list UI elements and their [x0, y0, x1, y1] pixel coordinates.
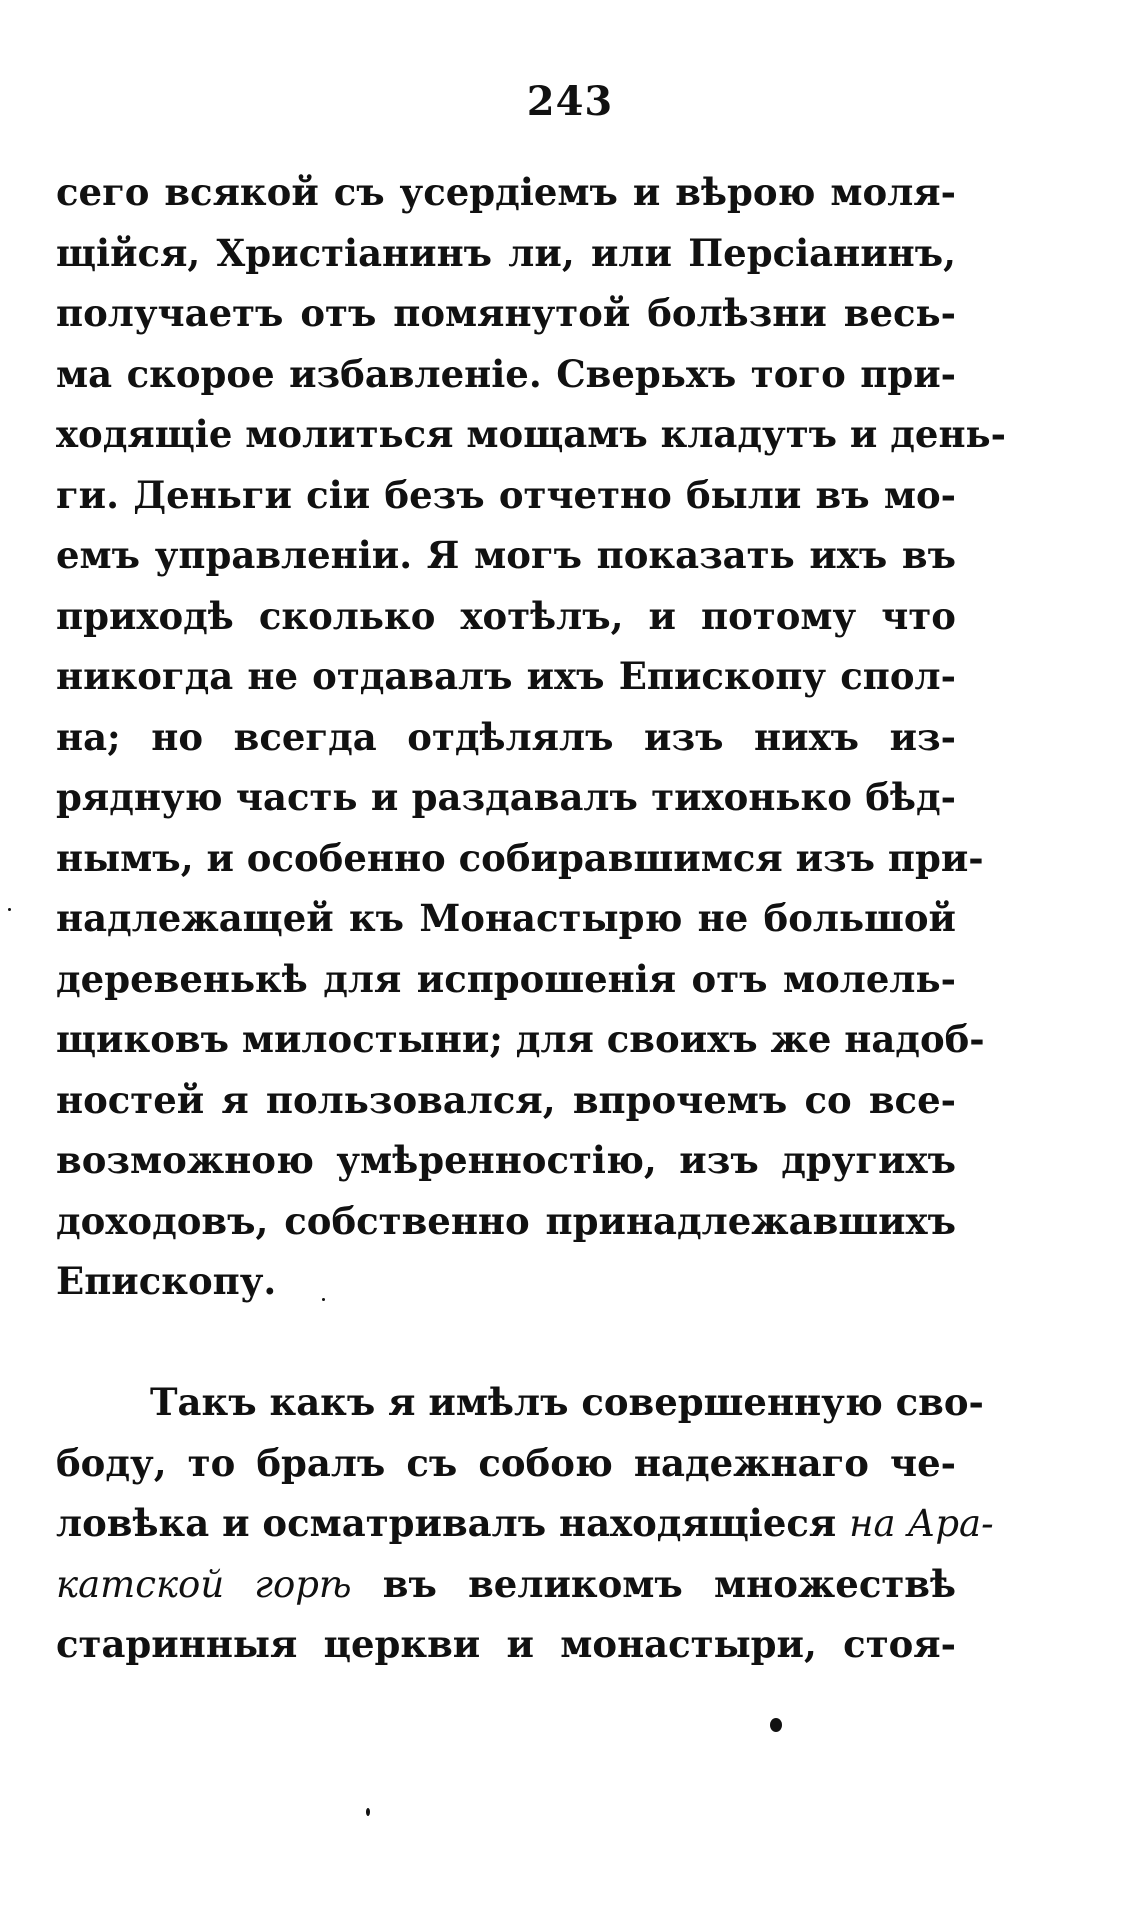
text-line: емъ управленіи. Я могъ показать ихъ въ — [56, 533, 956, 577]
ink-speck — [8, 908, 11, 911]
text-line: нымъ, и особенно собиравшимся изъ при- — [56, 835, 984, 880]
text-line: щиковъ милостыни; для своихъ же надоб- — [56, 1017, 985, 1061]
text-segment: ловѣка и осматривалъ находящіеся — [56, 1501, 850, 1545]
ink-speck — [770, 1718, 782, 1732]
italic-place-name: катской горѣ — [56, 1562, 352, 1606]
text-line: на; но всегда отдѣлялъ изъ нихъ из- — [56, 714, 956, 759]
text-line: доходовъ, собственно принадлежавшихъ — [56, 1198, 956, 1243]
text-line: боду, то бралъ съ собою надежнаго че- — [56, 1440, 956, 1485]
text-line: деревенькѣ для испрошенія отъ молель- — [56, 956, 956, 1001]
ink-speck — [366, 1808, 370, 1816]
text-line: рядную часть и раздавалъ тихонько бѣд- — [56, 775, 956, 819]
page-number: 243 — [526, 78, 614, 125]
text-line: ма скорое избавленіе. Сверьхъ того при- — [56, 351, 956, 396]
text-line: сего всякой съ усердіемъ и вѣрою моля- — [56, 170, 956, 214]
text-line: никогда не отдавалъ ихъ Епископу спол- — [56, 654, 956, 698]
text-line: Епископу. — [56, 1259, 277, 1303]
text-line: возможною умѣренностію, изъ другихъ — [56, 1138, 956, 1182]
text-segment: въ великомъ множествѣ — [351, 1561, 957, 1606]
paragraph-2 — [56, 1372, 994, 1675]
text-line: щійся, Христіанинъ ли, или Персіанинъ, — [56, 230, 956, 275]
text-line: старинныя церкви и монастыри, стоя- — [56, 1622, 956, 1666]
text-line: Такъ какъ я имѣлъ совершенную сво- — [150, 1380, 984, 1424]
text-line: получаетъ отъ помянутой болѣзни весь- — [56, 291, 956, 335]
ink-speck — [322, 1298, 325, 1301]
text-line — [56, 1554, 956, 1615]
text-line — [56, 1493, 994, 1554]
italic-place-name: на Ара- — [849, 1502, 994, 1545]
text-line: приходѣ сколько хотѣлъ, и потому что — [56, 593, 956, 638]
paragraph-1 — [56, 162, 1007, 1312]
text-line: ходящіе молиться мощамъ кладутъ и день- — [56, 412, 1007, 456]
text-line: ги. Деньги сіи безъ отчетно были въ мо- — [56, 472, 956, 517]
text-line: ностей я пользовался, впрочемъ со все- — [56, 1077, 956, 1122]
text-line: надлежащей къ Монастырю не большой — [56, 896, 956, 940]
